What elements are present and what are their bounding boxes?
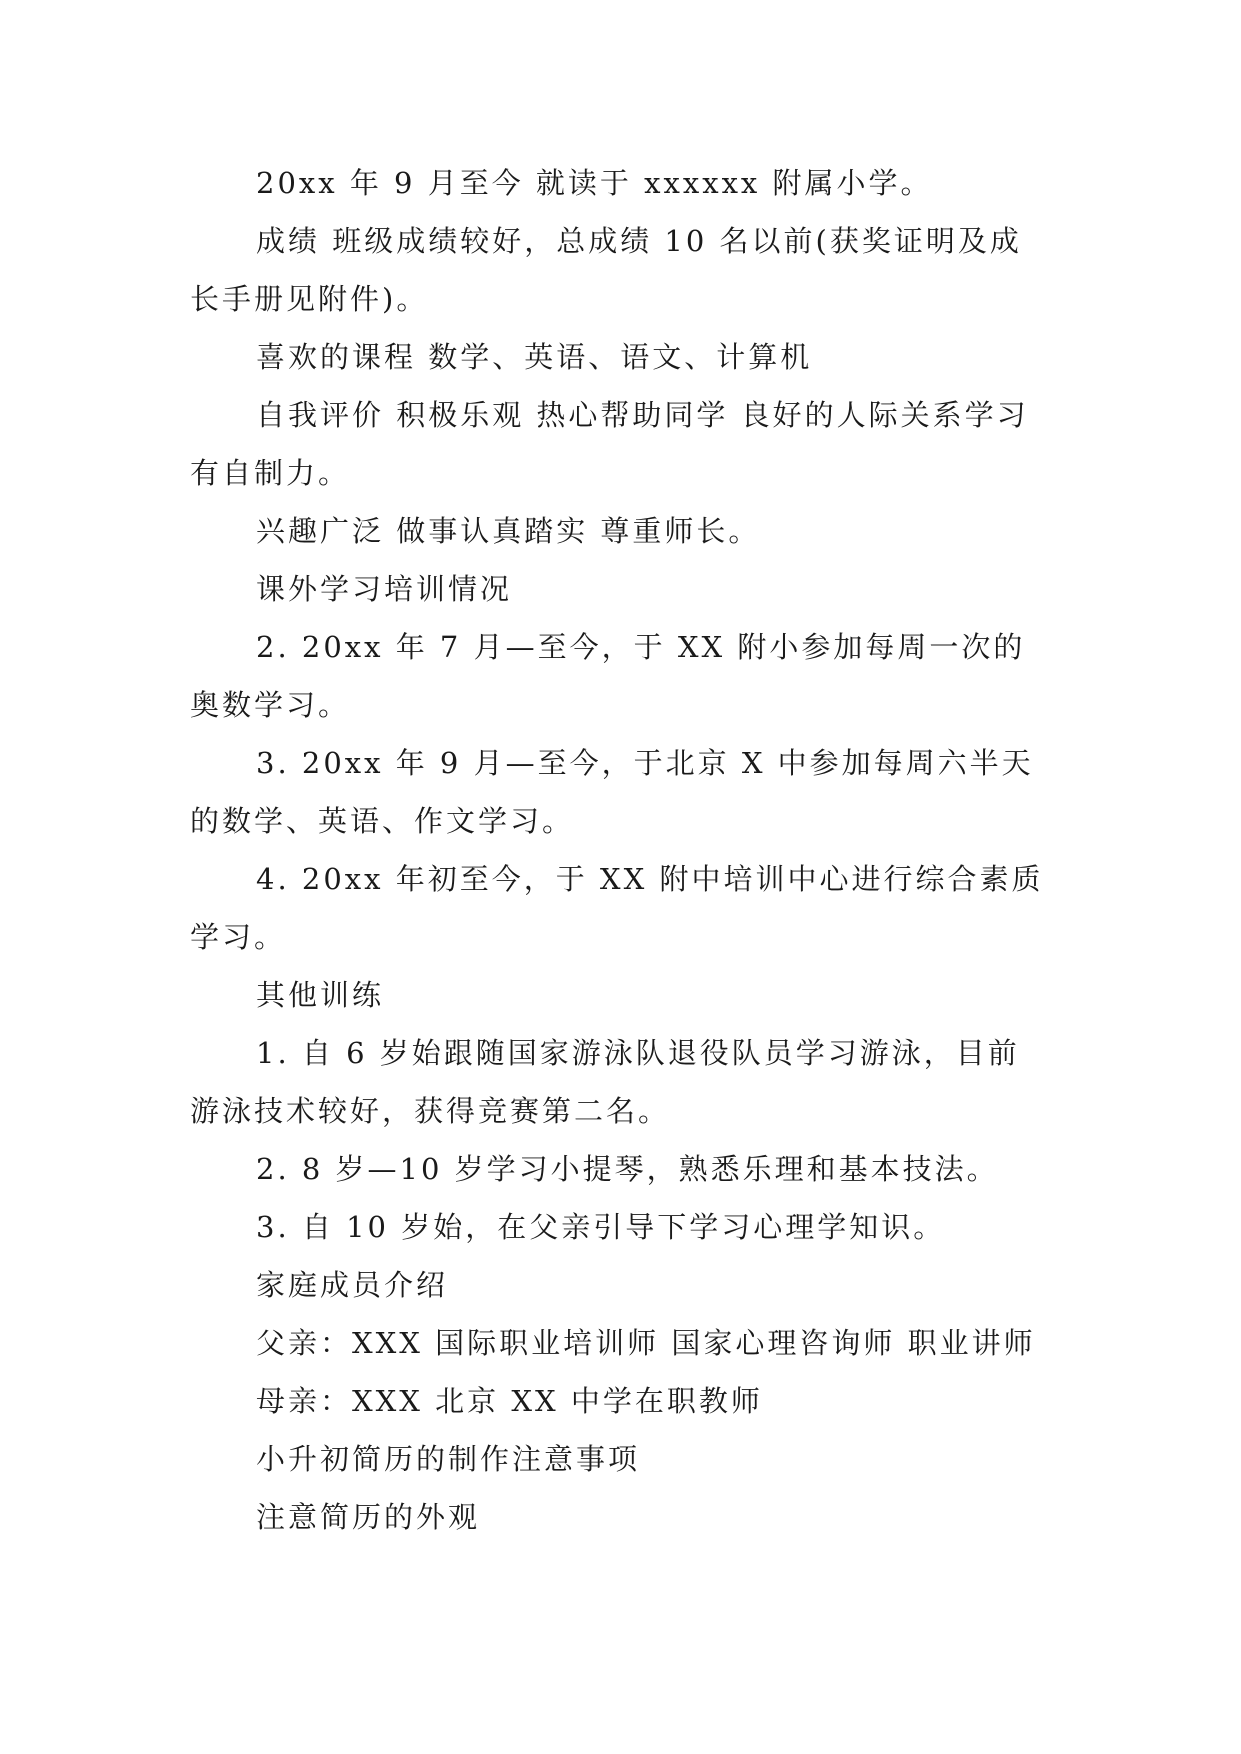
paragraph-other-item-1: 1. 自 6 岁始跟随国家游泳队退役队员学习游泳，目前游泳技术较好，获得竞赛第二名。 — [190, 1036, 1020, 1128]
heading-resume-notes: 小升初简历的制作注意事项 — [256, 1442, 641, 1476]
paragraph-training-item-4: 4. 20xx 年初至今，于 XX 附中培训中心进行综合素质学习。 — [190, 862, 1044, 954]
paragraph-self-evaluation: 自我评价 积极乐观 热心帮助同学 良好的人际关系学习有自制力。 — [190, 398, 1029, 490]
heading-extracurricular-training: 课外学习培训情况 — [256, 572, 513, 606]
paragraph-grades: 成绩 班级成绩较好，总成绩 10 名以前(获奖证明及成长手册见附件)。 — [190, 224, 1022, 316]
paragraph-favorite-courses: 喜欢的课程 数学、英语、语文、计算机 — [256, 340, 813, 374]
paragraph-education: 20xx 年 9 月至今 就读于 xxxxxx 附属小学。 — [256, 166, 933, 200]
heading-family-members: 家庭成员介绍 — [256, 1268, 449, 1302]
paragraph-training-item-2: 2. 20xx 年 7 月—至今，于 XX 附小参加每周一次的奥数学习。 — [190, 630, 1026, 722]
paragraph-mother: 母亲：XXX 北京 XX 中学在职教师 — [256, 1384, 763, 1418]
paragraph-interests: 兴趣广泛 做事认真踏实 尊重师长。 — [256, 514, 761, 548]
heading-other-training: 其他训练 — [256, 978, 385, 1012]
paragraph-other-item-3: 3. 自 10 岁始，在父亲引导下学习心理学知识。 — [256, 1210, 946, 1244]
paragraph-resume-appearance: 注意简历的外观 — [256, 1500, 481, 1534]
paragraph-other-item-2: 2. 8 岁—10 岁学习小提琴，熟悉乐理和基本技法。 — [256, 1152, 999, 1186]
paragraph-training-item-3: 3. 20xx 年 9 月—至今，于北京 X 中参加每周六半天的数学、英语、作文学习。 — [190, 746, 1034, 838]
paragraph-father: 父亲：XXX 国际职业培训师 国家心理咨询师 职业讲师 — [256, 1326, 1036, 1360]
